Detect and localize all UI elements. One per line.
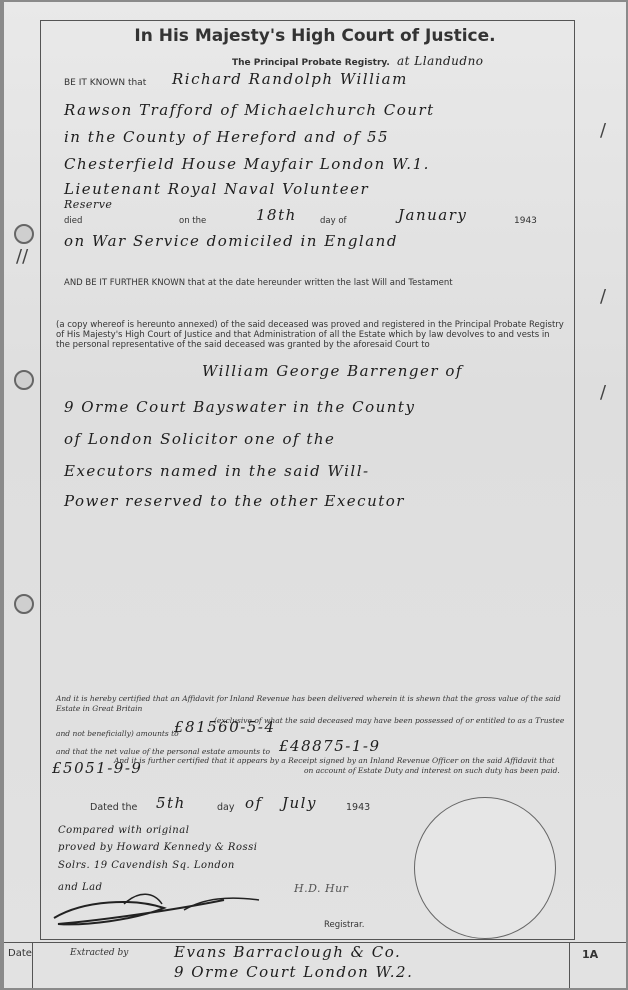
registry-location: at Llandudno (397, 54, 484, 68)
grantee-line: Executors named in the said Will- (64, 462, 370, 480)
on-the-label: on the (179, 216, 207, 226)
deceased-line: Rawson Trafford of Michaelchurch Court (64, 101, 435, 119)
compared-line: and Lad (58, 882, 103, 893)
dated-month: July (282, 794, 317, 812)
extracted-by-label: Extracted by (70, 948, 129, 958)
margin-tick: / (600, 120, 607, 141)
grantee-line: of London Solicitor one of the (64, 430, 336, 448)
footer-divider (569, 942, 570, 988)
further-known: AND BE IT FURTHER KNOWN that at the date hereunder written the last Will and Testament (64, 278, 453, 288)
day-of-label: day of (320, 216, 347, 226)
margin-tick: / (600, 382, 607, 403)
margin-mark: // (16, 246, 29, 267)
duty-text: on account of Estate Duty and interest on such duty has been paid. (304, 766, 560, 775)
deceased-line: Reserve (64, 198, 113, 211)
deceased-line: Richard Randolph William (172, 70, 408, 88)
compared-line: Compared with original (58, 825, 190, 836)
receipt-text: And it is further certified that it appears by a Receipt signed by an Inland Revenue Officer on the said Affidavit that (114, 756, 555, 765)
net-value: £48875-1-9 (279, 737, 381, 755)
be-it-known: BE IT KNOWN that (64, 78, 147, 88)
punch-hole (14, 594, 34, 614)
death-day: 18th (256, 206, 297, 224)
grantee-line: Power reserved to the other Executor (64, 492, 405, 510)
dated-year: 1943 (346, 802, 371, 813)
day-label: day (217, 802, 235, 813)
gross-value: £81560-5-4 (174, 718, 276, 736)
court-seal (414, 797, 556, 939)
footer-divider (32, 942, 33, 988)
date-label: Date (8, 948, 32, 959)
dated-label: Dated the (90, 802, 138, 813)
signature (44, 880, 274, 932)
court-title: In His Majesty's High Court of Justice. (134, 26, 496, 46)
registry-label: The Principal Probate Registry. at Llandudno (232, 54, 484, 68)
of-label: of (245, 794, 263, 812)
compared-line: proved by Howard Kennedy & Rossi (58, 842, 258, 853)
probate-document (4, 2, 626, 988)
exclusive-text: (exclusive of what the said deceased may have been possessed of or entitled to as a Trustee (214, 716, 565, 725)
extractor-line: Evans Barraclough & Co. (174, 943, 402, 961)
punch-hole (14, 224, 34, 244)
registrar-label: Registrar. (324, 920, 365, 930)
punch-hole (14, 370, 34, 390)
deceased-line: in the County of Hereford and of 55 (64, 128, 390, 146)
deceased-line: Chesterfield House Mayfair London W.1. (64, 155, 430, 173)
deceased-line: Lieutenant Royal Naval Volunteer (64, 180, 370, 198)
died-label: died (64, 216, 83, 226)
grantee-line: William George Barrenger of (202, 362, 463, 380)
affidavit-text: And it is hereby certified that an Affidavit for Inland Revenue has been delivered wherein it is shewn that the gross value of the said Estate in Great Britain (56, 694, 561, 713)
extractor-line: 9 Orme Court London W.2. (174, 963, 414, 981)
death-month: January (398, 206, 468, 224)
net-text: and that the net value of the personal estate amounts to (56, 747, 271, 756)
registrar-initials: H.D. Hur (294, 882, 349, 895)
duty-value: £5051-9-9 (52, 759, 143, 777)
grant-paragraph: (a copy whereof is hereunto annexed) of the said deceased was proved and registered in the Principal Probate Registry of His Majesty's High Court of Justice and that Administration of all the Estate which by law devolves to and vests in the personal representative of the said deceased was granted by the aforesaid Court to (56, 320, 564, 350)
not-beneficially-text: and not beneficially) amounts to (56, 729, 179, 738)
form-number: 1A (582, 948, 599, 961)
compared-line: Solrs. 19 Cavendish Sq. London (58, 860, 235, 871)
dated-day: 5th (156, 794, 186, 812)
death-year: 1943 (514, 216, 537, 226)
grantee-line: 9 Orme Court Bayswater in the County (64, 398, 416, 416)
domicile-line: on War Service domiciled in England (64, 232, 398, 250)
margin-tick: / (600, 286, 607, 307)
